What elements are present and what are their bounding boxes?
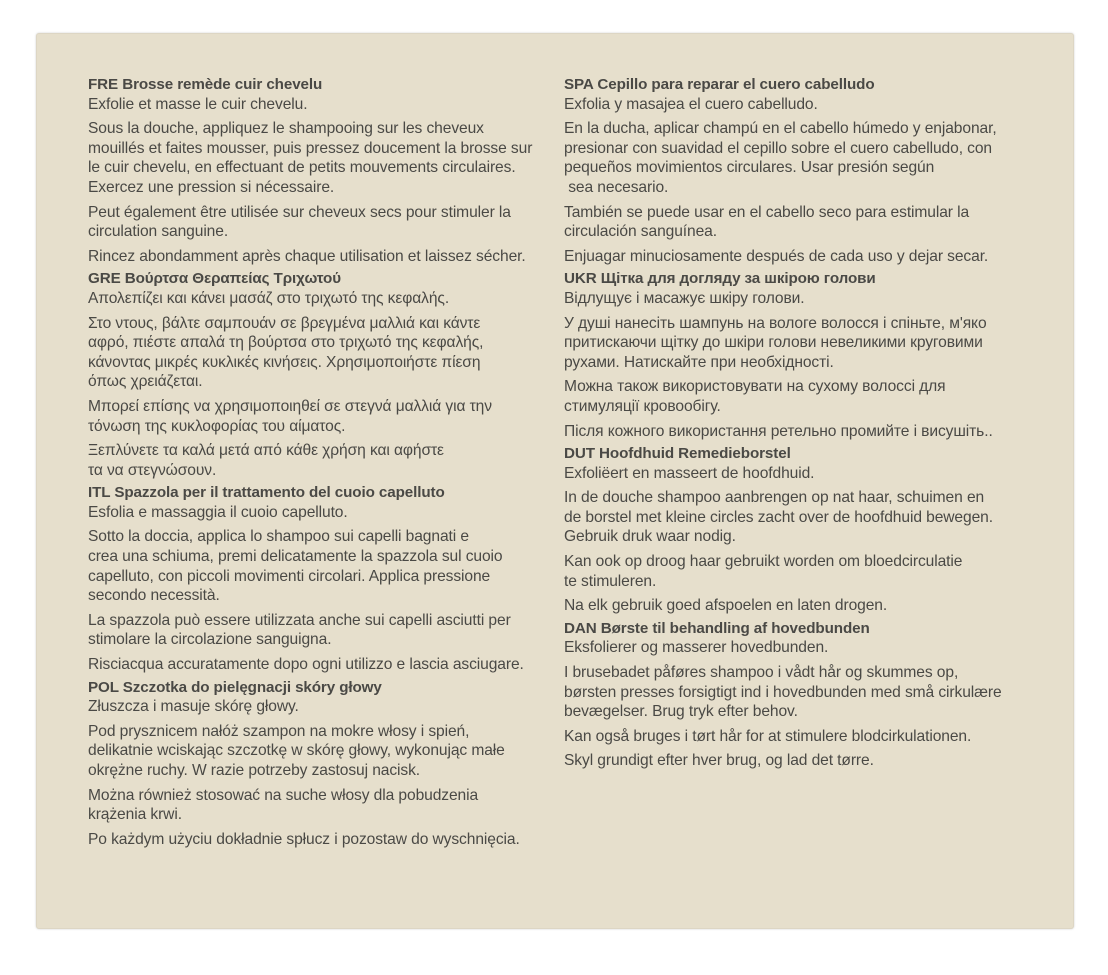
text-line: притискаючи щітку до шкіри голови невеликими круговими	[564, 334, 983, 352]
right-column	[564, 75, 1044, 774]
instruction-paragraph	[564, 663, 1044, 722]
instruction-paragraph	[88, 527, 558, 605]
instruction-card	[36, 33, 1074, 929]
text-line: τα να στεγνώσουν.	[88, 461, 217, 479]
instruction-paragraph	[88, 786, 558, 825]
text-line: Kan ook op droog haar gebruikt worden om bloedcirculatie	[564, 553, 963, 571]
instruction-paragraph	[564, 422, 1044, 442]
text-line: Exercez une pression si nécessaire.	[88, 178, 335, 196]
text-line: te stimuleren.	[564, 572, 657, 590]
language-section	[564, 75, 1044, 266]
section-subtitle: Відлущує і масажує шкіру голови.	[564, 289, 805, 307]
instruction-paragraph	[88, 830, 558, 850]
section-heading: DAN Børste til behandling af hovedbunden	[564, 619, 870, 637]
text-line: bevægelser. Brug tryk efter behov.	[564, 703, 798, 721]
text-line: κάνοντας μικρές κυκλικές κινήσεις. Χρησιμοποιήστε πίεση	[88, 353, 481, 371]
text-line: Sotto la doccia, applica lo shampoo sui capelli bagnati e	[88, 528, 469, 546]
text-line: In de douche shampoo aanbrengen op nat haar, schuimen en	[564, 489, 985, 507]
instruction-paragraph	[564, 751, 1044, 771]
text-line: Можна також використовувати на сухому волоссі для	[564, 378, 946, 396]
text-line: I brusebadet påføres shampoo i vådt hår og skummes op,	[564, 664, 959, 682]
language-section	[564, 269, 1044, 441]
text-line: le cuir chevelu, en effectuant de petits mouvements circulaires.	[88, 159, 516, 177]
instruction-paragraph	[564, 727, 1044, 747]
text-line: Μπορεί επίσης να χρησιμοποιηθεί σε στεγνά μαλλιά για την	[88, 397, 492, 415]
text-line: Można również stosować na suche włosy dla pobudzenia	[88, 786, 479, 804]
instruction-paragraph	[564, 119, 1044, 197]
section-subtitle: Exfoliëert en masseert de hoofdhuid.	[564, 464, 815, 482]
section-heading: ITL Spazzola per il trattamento del cuoio capelluto	[88, 484, 445, 502]
text-line: τόνωση της κυκλοφορίας του αίματος.	[88, 417, 346, 435]
language-section	[564, 619, 1044, 771]
instruction-paragraph	[564, 596, 1044, 616]
text-line: stimolare la circolazione sanguigna.	[88, 631, 332, 649]
instruction-paragraph	[564, 377, 1044, 416]
text-line: Risciacqua accuratamente dopo ogni utilizzo e lascia asciugare.	[88, 656, 524, 674]
instruction-paragraph	[564, 247, 1044, 267]
text-line: mouillés et faites mousser, puis pressez doucement la brosse sur	[88, 139, 533, 157]
instruction-paragraph	[88, 314, 558, 392]
text-line: Enjuagar minuciosamente después de cada uso y dejar secar.	[564, 247, 989, 265]
text-line: børsten presses forsigtigt ind i hovedbunden med små cirkulære	[564, 683, 1002, 701]
instruction-paragraph	[88, 722, 558, 781]
section-subtitle: Exfolie et masse le cuir chevelu.	[88, 95, 308, 113]
section-heading: DUT Hoofdhuid Remedieborstel	[564, 445, 791, 463]
text-line: presionar con suavidad el cepillo sobre el cuero cabelludo, con	[564, 139, 992, 157]
text-line: стимуляції кровообігу.	[564, 397, 721, 415]
section-heading: FRE Brosse remède cuir chevelu	[88, 76, 323, 93]
instruction-paragraph	[564, 203, 1044, 242]
instruction-paragraph	[88, 247, 558, 267]
text-line: рухами. Натискайте при необхідності.	[564, 353, 834, 371]
section-subtitle: Exfolia y masajea el cuero cabelludo.	[564, 95, 818, 113]
instruction-paragraph	[88, 397, 558, 436]
text-line: Після кожного використання ретельно промийте і висушіть..	[564, 422, 993, 440]
text-line: secondo necessità.	[88, 587, 220, 605]
section-heading: GRE Βούρτσα Θεραπείας Τριχωτού	[88, 270, 341, 288]
text-line: Peut également être utilisée sur cheveux secs pour stimuler la	[88, 203, 511, 221]
text-line: Kan også bruges i tørt hår for at stimulere blodcirkulationen.	[564, 727, 972, 745]
section-subtitle: Eksfolierer og masserer hovedbunden.	[564, 639, 829, 657]
language-section	[88, 678, 558, 850]
language-section	[88, 269, 558, 480]
text-line: También se puede usar en el cabello seco para estimular la	[564, 203, 970, 221]
language-section	[88, 483, 558, 674]
text-line: circulation sanguine.	[88, 223, 229, 241]
instruction-paragraph	[88, 203, 558, 242]
text-line: Skyl grundigt efter hver brug, og lad det tørre.	[564, 752, 874, 770]
text-line: crea una schiuma, premi delicatamente la spazzola sul cuoio	[88, 548, 503, 566]
section-heading: UKR Щітка для догляду за шкірою голови	[564, 270, 876, 288]
section-subtitle: Esfolia e massaggia il cuoio capelluto.	[88, 503, 348, 521]
text-line: Στο ντους, βάλτε σαμπουάν σε βρεγμένα μαλλιά και κάντε	[88, 314, 481, 332]
text-line: circulación sanguínea.	[564, 223, 717, 241]
instruction-paragraph	[88, 611, 558, 650]
text-line: У душі нанесіть шампунь на вологе волосся і спіньте, м'яко	[564, 314, 987, 332]
section-subtitle: Złuszcza i masuje skórę głowy.	[88, 698, 299, 716]
text-line: sea necesario.	[564, 178, 669, 196]
language-section	[564, 444, 1044, 616]
instruction-paragraph	[564, 552, 1044, 591]
section-subtitle: Απολεπίζει και κάνει μασάζ στο τριχωτό της κεφαλής.	[88, 289, 450, 307]
text-line: Ξεπλύνετε τα καλά μετά από κάθε χρήση και αφήστε	[88, 442, 444, 460]
text-line: pequeños movimientos circulares. Usar presión según	[564, 159, 935, 177]
text-line: okrężne ruchy. W razie potrzeby zastosuj nacisk.	[88, 762, 421, 779]
text-line: αφρό, πιέστε απαλά τη βούρτσα στο τριχωτό της κεφαλής,	[88, 334, 484, 352]
instruction-paragraph	[564, 488, 1044, 547]
text-line: krążenia krwi.	[88, 806, 182, 824]
instruction-paragraph	[88, 441, 558, 480]
text-line: Pod prysznicem nałóż szampon na mokre włosy i spień,	[88, 722, 470, 740]
text-line: Gebruik druk waar nodig.	[564, 528, 736, 546]
text-line: En la ducha, aplicar champú en el cabello húmedo y enjabonar,	[564, 120, 997, 138]
instruction-paragraph	[564, 314, 1044, 373]
text-line: capelluto, con piccoli movimenti circolari. Applica pressione	[88, 567, 491, 585]
text-line: όπως χρειάζεται.	[88, 373, 203, 391]
language-section	[88, 75, 558, 266]
left-column	[88, 75, 558, 852]
text-line: delikatnie wciskając szczotkę w skórę głowy, wykonując małe	[88, 742, 505, 760]
text-line: Sous la douche, appliquez le shampooing sur les cheveux	[88, 120, 484, 138]
text-line: de borstel met kleine circles zacht over de hoofdhuid bewegen.	[564, 508, 993, 526]
section-heading: POL Szczotka do pielęgnacji skóry głowy	[88, 678, 382, 696]
section-heading: SPA Cepillo para reparar el cuero cabelludo	[564, 76, 875, 93]
instruction-paragraph	[88, 119, 558, 197]
text-line: Rincez abondamment après chaque utilisation et laissez sécher.	[88, 247, 526, 265]
instruction-paragraph	[88, 655, 558, 675]
text-line: Na elk gebruik goed afspoelen en laten drogen.	[564, 597, 888, 615]
text-line: Po każdym użyciu dokładnie spłucz i pozostaw do wyschnięcia.	[88, 830, 520, 848]
text-line: La spazzola può essere utilizzata anche sui capelli asciutti per	[88, 611, 511, 629]
